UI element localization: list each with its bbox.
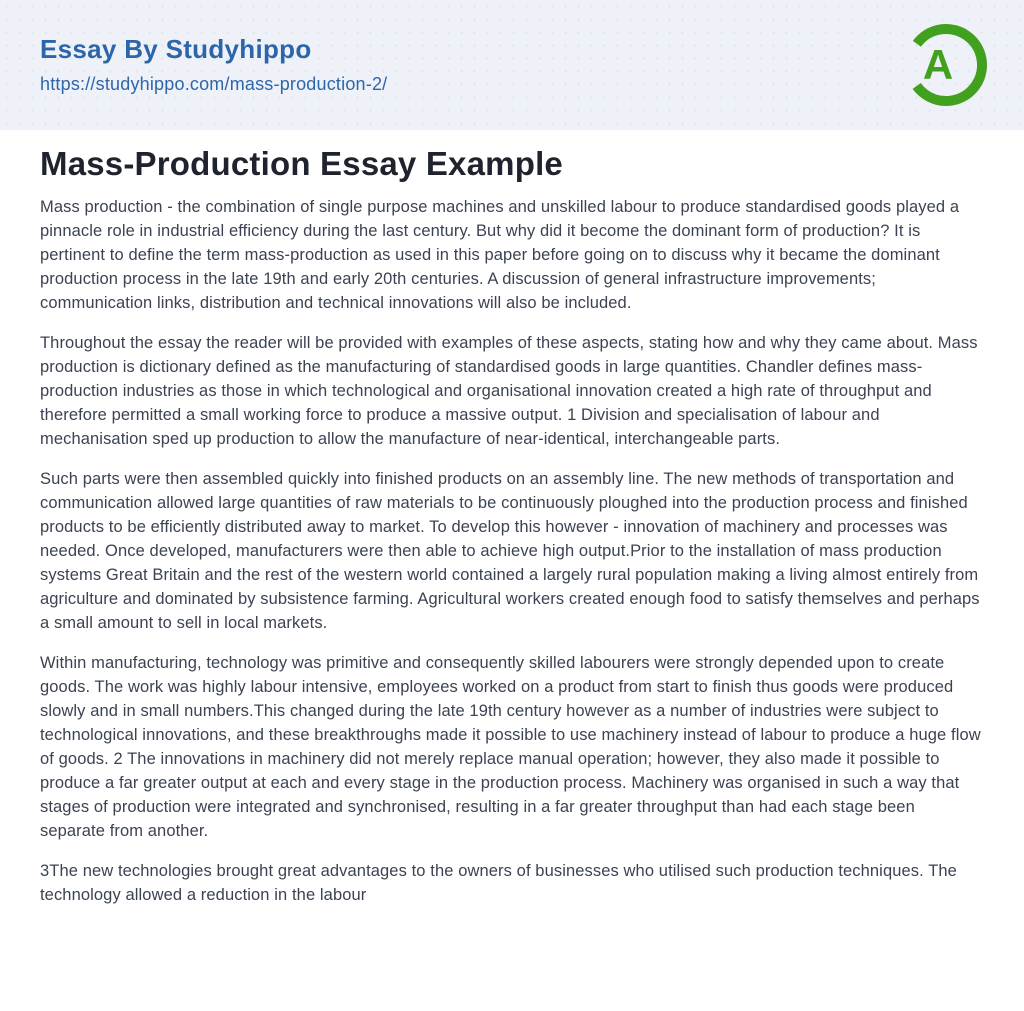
studyhippo-logo[interactable] — [904, 22, 988, 108]
site-header — [0, 0, 1024, 130]
essay-paragraph-5: 3The new technologies brought great advantages to the owners of businesses who utilised such production techniques. The technology allowed a reduction in the labour — [40, 861, 957, 904]
logo-letter: A — [922, 41, 954, 88]
essay-paragraph-2: Throughout the essay the reader will be provided with examples of these aspects, stating how and why they came about. Mass production is dictionary defined as the manufacturing of standardised goods in large quantities. Chandler defines mass-production industries as those in which technological and organisational innovation created a high rate of throughput and therefore permitted a small working force to produce a massive output. 1 Division and specialisation of labour and mechanisation sped up production to allow the manufacture of near-identical, interchangeable parts. — [40, 333, 978, 448]
brand-block — [40, 35, 387, 96]
a-ring-logo-icon — [904, 22, 988, 108]
brand-title: Essay By Studyhippo — [40, 33, 312, 64]
source-url-link[interactable]: https://studyhippo.com/mass-production-2/ — [40, 74, 388, 95]
essay-paragraph-3: Such parts were then assembled quickly into finished products on an assembly line. The new methods of transportation and communication allowed large quantities of raw materials to be continuously ploughed into the production process and finished products to be efficiently distributed away to market. To develop this however - innovation of machinery and processes was needed. Once developed, manufacturers were then able to achieve high output.Prior to the installation of mass production systems Great Britain and the rest of the western world contained a largely rural population making a living almost entirely from agriculture and dominated by subsistence farming. Agricultural workers created enough food to satisfy themselves and perhaps a small amount to sell in local markets. — [40, 469, 980, 632]
essay-paragraph-4: Within manufacturing, technology was primitive and consequently skilled labourers were strongly depended upon to create goods. The work was highly labour intensive, employees worked on a product from start to finish thus goods were produced slowly and in small numbers.This changed during the late 19th century however as a number of industries were subject to technological innovations, and these breakthroughs made it possible to use machinery instead of labour to produce a huge flow of goods. 2 The innovations in machinery did not merely replace manual operation; however, they also made it possible to produce a far greater output at each and every stage in the production process. Machinery was organised in such a way that stages of production were integrated and synchronised, resulting in a far greater throughput than had each stage been separate from another. — [40, 653, 981, 840]
essay-paragraph-1: Mass production - the combination of single purpose machines and unskilled labour to produce standardised goods played a pinnacle role in industrial efficiency during the last century. But why did it become the dominant form of production? It is pertinent to define the term mass-production as used in this paper before going on to discuss why it became the dominant production process in the late 19th and early 20th centuries. A discussion of general infrastructure improvements; communication links, distribution and technical innovations will also be included. — [40, 197, 960, 312]
essay-article — [0, 130, 1024, 907]
page-title: Mass-Production Essay Example — [40, 145, 563, 182]
